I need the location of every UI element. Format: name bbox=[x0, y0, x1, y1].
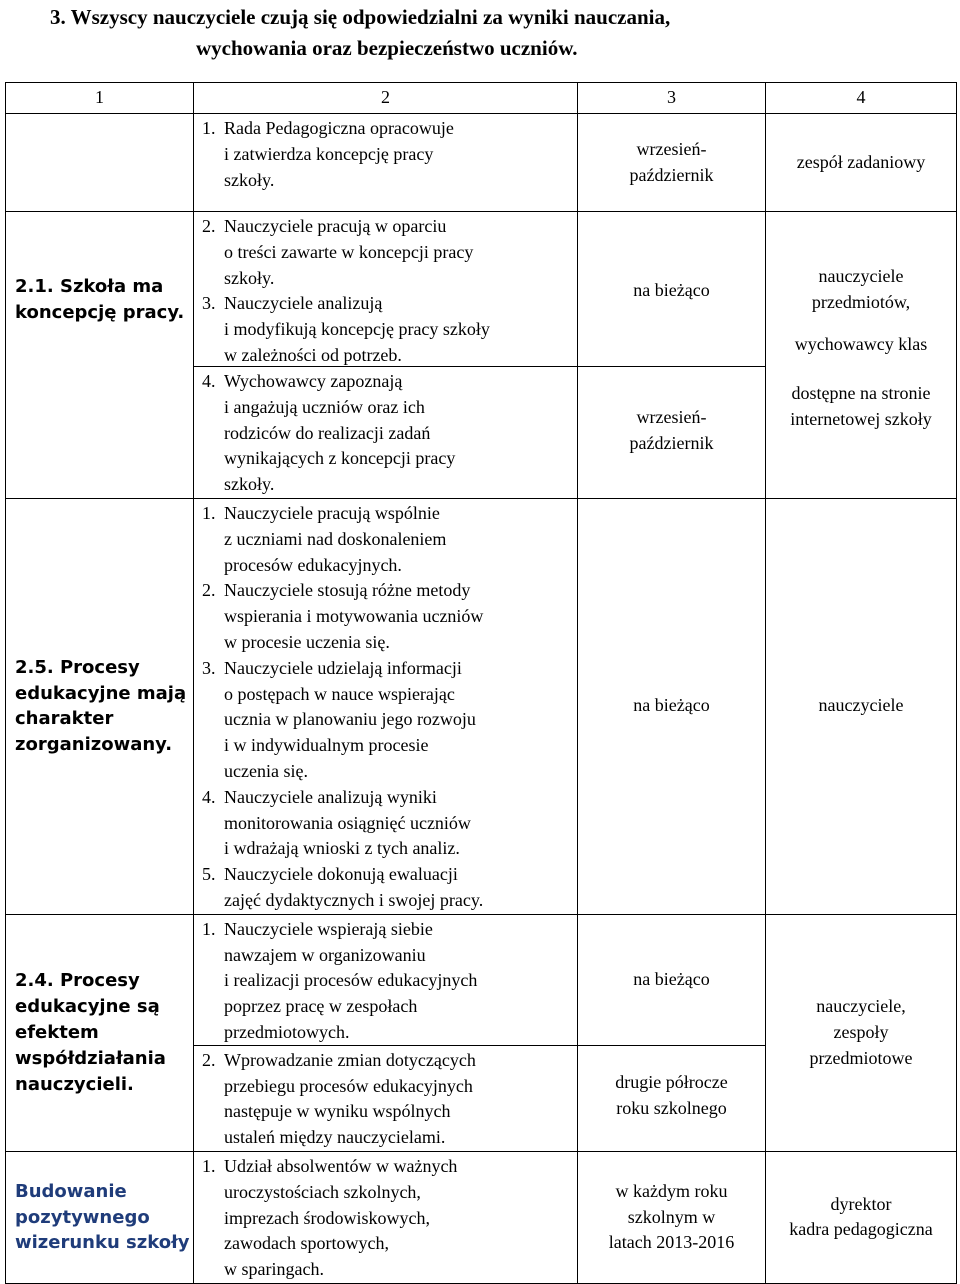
task-item bbox=[202, 214, 573, 291]
task-text: Nauczyciele dokonują ewaluacji zajęć dydaktycznych i swojej pracy. bbox=[224, 864, 484, 910]
task-item bbox=[202, 369, 573, 498]
task-item bbox=[202, 501, 573, 578]
area-cell bbox=[6, 498, 194, 914]
task-number: 2. bbox=[202, 1049, 216, 1070]
area-label: 2.4. Procesy edukacyjne są efektem współdziałania nauczycieli. bbox=[15, 970, 166, 1095]
responsible-cell bbox=[766, 1151, 957, 1283]
task-text: Nauczyciele stosują różne metody wspierania i motywowania uczniów w procesie uczenia się. bbox=[224, 580, 484, 652]
task-number: 1. bbox=[202, 502, 216, 523]
term-cell bbox=[578, 914, 766, 1151]
area-cell bbox=[6, 1151, 194, 1283]
task-number: 5. bbox=[202, 864, 216, 885]
heading-line-2: wychowania oraz bezpieczeństwo uczniów. bbox=[196, 36, 578, 60]
task-number: 1. bbox=[202, 918, 216, 939]
task-number: 2. bbox=[202, 216, 216, 236]
task-text: Wprowadzanie zmian dotyczących przebiegu procesów edukacyjnych następuje w wyniku wspólnych ustaleń między nauczycielami. bbox=[224, 1049, 476, 1148]
area-label: Budowanie pozytywnego wizerunku szkoły bbox=[15, 1180, 190, 1254]
task-number: 1. bbox=[202, 118, 216, 138]
task-item bbox=[202, 1048, 573, 1151]
table-row bbox=[6, 114, 957, 212]
task-text: Udział absolwentów w ważnych uroczystościach szkolnych, imprezach środowiskowych, zawodach sportowych, w sparingach. bbox=[224, 1155, 458, 1280]
tasks-cell bbox=[194, 212, 578, 499]
responsible-text: nauczyciele przedmiotów, bbox=[811, 266, 911, 312]
task-item bbox=[202, 1154, 573, 1283]
column-header-4: 4 bbox=[766, 83, 957, 114]
task-item bbox=[202, 116, 573, 193]
responsible-text: nauczyciele bbox=[818, 695, 904, 716]
column-header-3: 3 bbox=[578, 83, 766, 114]
heading-line-1: 3. Wszyscy nauczyciele czują się odpowiedzialni za wyniki nauczania, bbox=[50, 5, 671, 29]
responsible-text: wychowawcy klas bbox=[794, 333, 928, 354]
task-number: 4. bbox=[202, 786, 216, 807]
task-item bbox=[202, 291, 573, 368]
task-text: Nauczyciele analizują wyniki monitorowania osiągnięć uczniów i wdrażają wnioski z tych analiz. bbox=[224, 786, 471, 859]
term-cell bbox=[578, 498, 766, 914]
area-label: 2.1. Szkoła ma koncepcję pracy. bbox=[15, 276, 185, 323]
responsible-cell bbox=[766, 114, 957, 212]
term-text: drugie półrocze roku szkolnego bbox=[615, 1071, 728, 1118]
table-row bbox=[6, 498, 957, 914]
area-cell bbox=[6, 114, 194, 212]
header-row bbox=[6, 83, 957, 114]
task-text: Wychowawcy zapoznają i angażują uczniów oraz ich rodziców do realizacji zadań wynikających z koncepcji pracy szkoły. bbox=[224, 371, 456, 495]
term-cell bbox=[578, 114, 766, 212]
area-cell bbox=[6, 212, 194, 499]
task-item bbox=[202, 917, 573, 1046]
column-header-2: 2 bbox=[194, 83, 578, 114]
task-item bbox=[202, 656, 573, 785]
tasks-cell bbox=[194, 114, 578, 212]
table-row bbox=[6, 1151, 957, 1283]
task-text: Nauczyciele pracują w oparciu o treści zawarte w koncepcji pracy szkoły. bbox=[224, 216, 474, 288]
column-header-1: 1 bbox=[6, 83, 194, 114]
task-text: Nauczyciele udzielają informacji o postępach w nauce wspierając ucznia w planowaniu jego rozwoju i w indywidualnym procesie uczenia się. bbox=[224, 657, 476, 781]
task-number: 3. bbox=[202, 657, 216, 678]
task-number: 1. bbox=[202, 1155, 216, 1176]
task-number: 4. bbox=[202, 371, 216, 391]
responsible-cell bbox=[766, 498, 957, 914]
responsible-cell bbox=[766, 212, 957, 499]
tasks-cell bbox=[194, 498, 578, 914]
task-number: 2. bbox=[202, 580, 216, 601]
tasks-cell bbox=[194, 914, 578, 1151]
plan-table bbox=[5, 82, 957, 1284]
task-text: Nauczyciele wspierają siebie nawzajem w organizowaniu i realizacji procesów edukacyjnych poprzez pracę w zespołach przedmiotowych. bbox=[224, 918, 478, 1042]
responsible-text: nauczyciele, zespoły przedmiotowe bbox=[809, 996, 913, 1068]
responsible-cell bbox=[766, 914, 957, 1151]
task-text: Nauczyciele analizują i modyfikują koncepcję pracy szkoły w zależności od potrzeb. bbox=[224, 293, 490, 365]
term-cell bbox=[578, 1151, 766, 1283]
task-item bbox=[202, 578, 573, 655]
area-label: 2.5. Procesy edukacyjne mają charakter zorganizowany. bbox=[15, 656, 187, 756]
term-text: na bieżąco bbox=[633, 280, 710, 300]
term-text: wrzesień- październik bbox=[629, 407, 714, 453]
responsible-text: zespół zadaniowy bbox=[796, 151, 926, 172]
table-row bbox=[6, 914, 957, 1151]
tasks-cell bbox=[194, 1151, 578, 1283]
responsible-note: dostępne na stronie internetowej szkoły bbox=[790, 383, 932, 430]
task-number: 3. bbox=[202, 293, 216, 314]
table-row bbox=[6, 212, 957, 499]
task-text: Nauczyciele pracują wspólnie z uczniami nad doskonaleniem procesów edukacyjnych. bbox=[224, 502, 447, 575]
term-text: w każdym roku szkolnym w latach 2013-2016 bbox=[608, 1180, 735, 1253]
term-cell bbox=[578, 212, 766, 499]
responsible-text: dyrektor kadra pedagogiczna bbox=[789, 1193, 933, 1240]
term-text: na bieżąco bbox=[633, 968, 710, 989]
task-item bbox=[202, 862, 573, 914]
term-text: na bieżąco bbox=[633, 695, 710, 716]
term-text: wrzesień- październik bbox=[629, 138, 714, 185]
task-text: Rada Pedagogiczna opracowuje i zatwierdza koncepcję pracy szkoły. bbox=[224, 118, 454, 190]
area-cell bbox=[6, 914, 194, 1151]
task-item bbox=[202, 785, 573, 862]
